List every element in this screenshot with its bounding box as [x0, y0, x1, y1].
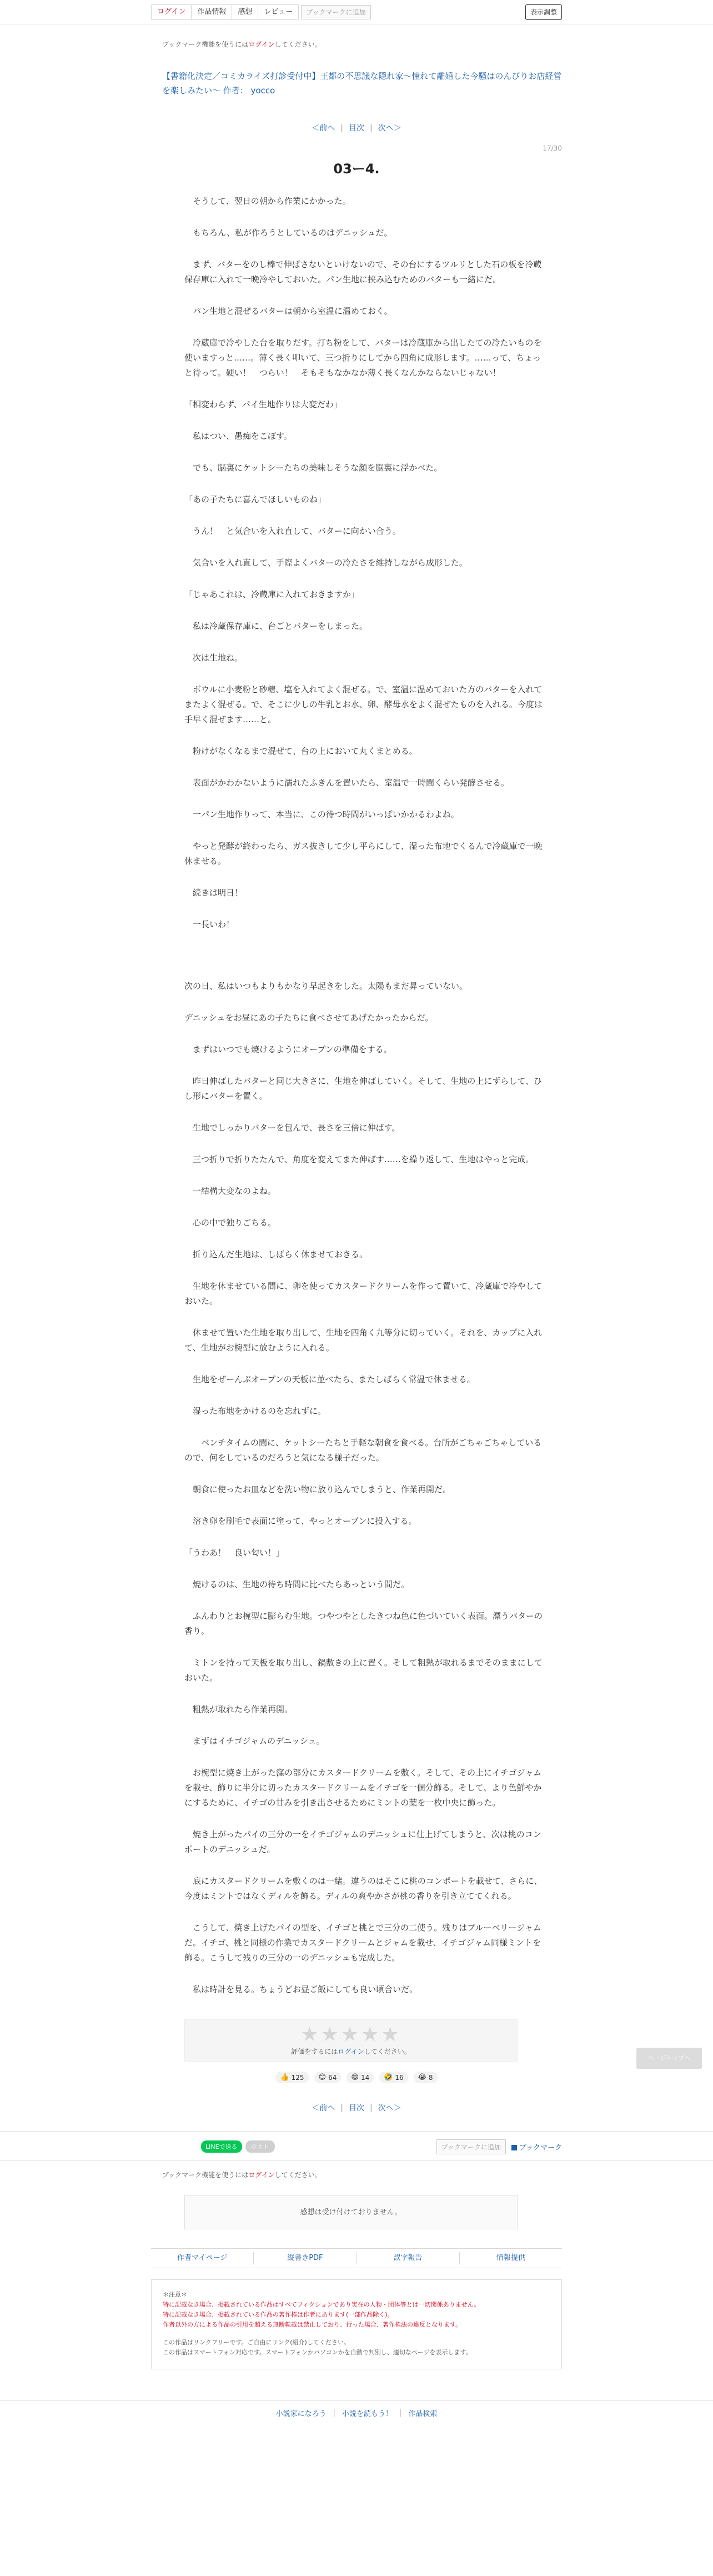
post-share-button[interactable]: ポスト [245, 2140, 275, 2153]
bookmark-login-link[interactable]: ログイン [248, 41, 275, 48]
rating-stars[interactable]: ★★★★★ [300, 2023, 401, 2046]
next-episode-link[interactable]: 次へ＞ [378, 124, 401, 133]
body-paragraph: こうして、焼き上げたパイの型を、イチゴと桃とで三分の二使う。残りはブルーベリージャムだ。イチゴ、桃と同様の作業でカスタードクリームとジャムを載せ、イチゴジャム同様ミントを飾る。こうして残りの三分の一のデニッシュも完成した。 [184, 1923, 541, 1963]
author-mypage-link[interactable]: 作者マイページ [151, 2252, 254, 2264]
work-info-link[interactable]: 作品情報 [192, 5, 232, 19]
reaction-emoji-icon: 😭 [418, 2073, 426, 2082]
reaction-emoji-icon: 👍 [280, 2073, 289, 2082]
reaction-count: 8 [428, 2073, 433, 2082]
impressions-link[interactable]: 感想 [232, 5, 258, 19]
reaction-count: 64 [328, 2073, 337, 2082]
episode-title: 03ー4. [333, 161, 380, 177]
body-paragraph: もちろん、私が作ろうとしているのはデニッシュだ。 [184, 228, 393, 238]
reaction-button[interactable] [314, 2072, 342, 2083]
body-paragraph: 続きは明日！ [184, 888, 243, 898]
body-paragraph: デニッシュをお昼にあの子たちに食べさせてあげたかったからだ。 [184, 1013, 434, 1023]
lower-content [151, 2161, 562, 2369]
body-paragraph: やっと発酵が終わったら、ガス抜きして少し平らにして、湿った布地でくるんで冷蔵庫で一晩休ませる。 [184, 841, 543, 866]
body-paragraph: 生地をぜーんぶオーブンの天板に並べたら、またしばらく常温で休ませる。 [184, 1374, 475, 1384]
body-paragraph: ボウルに小麦粉と砂糖、塩を入れてよく混ぜる。で、室温に温めておいた方のバターを入れてまたよく混ぜる。で、そこに少しの牛乳とお水、卵、酵母水をよく混ぜたものを入れる。今度は手早く混ぜます……と。 [184, 684, 543, 724]
body-paragraph: うん！ と気合いを入れ直して、バターに向かい合う。 [184, 526, 401, 536]
body-paragraph: 気合いを入れ直して、手際よくバターの冷たさを維持しながら成形した。 [184, 558, 468, 568]
body-paragraph: 三つ折りで折りたたんで、角度を変えてまた伸ばす……を繰り返して、生地はやっと完成。 [184, 1154, 534, 1164]
bookmark-login-notice-bottom: ブックマーク機能を使うにはログインしてください。 [162, 2171, 322, 2179]
body-paragraph: ミトンを持って天板を取り出し、鍋敷きの上に置く。そして粗熱が取れるまでそのままにしておいた。 [184, 1658, 543, 1683]
body-paragraph: お椀型に焼き上がった窪の部分にカスタードクリームを敷く。そして、その上にイチゴジャムを載せ、飾りに半分に切ったカスタードクリームをイチゴを一個分飾る。そして、より色鮮やかにするために、イチゴの甘みを引き出させるためにミントの葉を一枚中央に飾った。 [184, 1768, 542, 1808]
rating-box [184, 2019, 518, 2062]
body-paragraph: 表面がかわかないように濡れたふきんを置いたら、室温で一時間くらい発酵させる。 [184, 778, 510, 788]
body-paragraph: まずはイチゴジャムのデニッシュ。 [184, 1736, 325, 1746]
body-paragraph: 溶き卵を刷毛で表面に塗って、やっとオーブンに投入する。 [184, 1516, 417, 1526]
episode-pager-bottom: ＜前へ | 目次 | 次へ＞ [312, 2104, 401, 2113]
reaction-emoji-icon: 🤣 [384, 2073, 393, 2082]
info-provide-link[interactable]: 情報提供 [496, 2254, 525, 2262]
caution-note: この作品はリンクフリーです。ご自由にリンク(紹介)してください。 この作品はスマートフォン対応です。スマートフォンかパソコンかを自動で判別し、適切なページを表示します。 [163, 2339, 472, 2356]
episode-number: 17/30 [543, 144, 562, 152]
body-paragraph: そうして、翌日の朝から作業にかかった。 [184, 196, 351, 206]
toc-link[interactable]: 目次 [349, 124, 364, 133]
caution-line: 特に記載なき場合、掲載されている作品はすべてフィクションであり実在の人物・団体等とは一切関係ありません。 [163, 2301, 480, 2308]
prev-episode-link-bottom[interactable]: ＜前へ [312, 2104, 335, 2113]
body-paragraph: 生地でしっかりバターを包んで、長さを三倍に伸ばす。 [184, 1123, 400, 1133]
reaction-count: 14 [360, 2073, 370, 2082]
novel-title-link[interactable]: 【書籍化決定／コミカライズ打診受付中】王都の不思議な隠れ家〜憧れて離婚した今騒はのんびりお店経営を楽しみたい〜 [162, 71, 562, 96]
body-paragraph: 一長いわ！ [184, 919, 235, 929]
caution-heading: ＊注意＊ [163, 2291, 187, 2298]
body-paragraph: 底にカスタードクリームを敷くのは一緒。違うのはそこに桃のコンポートを載せて、さらに、今度はミントではなくディルを飾る。ディルの爽やかさが桃の香りを引き立ててくれる。 [184, 1876, 543, 1901]
body-paragraph: 「あの子たちに喜んでほしいものね」 [184, 494, 327, 504]
novel-title-block [162, 69, 562, 98]
site-footer: 小説家になろう | 小説を読もう！ | 作品検索 [0, 2400, 713, 2425]
body-paragraph: ふんわりとお椀型に膨らむ生地。つやつやとしたきつね色に色づいていく表面。漂うバターの香り。 [184, 1611, 543, 1636]
episode-pager-top: ＜前へ | 目次 | 次へ＞ [312, 124, 401, 133]
author-links [151, 2248, 562, 2268]
body-paragraph: 一結構大変なのよね。 [184, 1186, 277, 1196]
bookmark-login-notice: ブックマーク機能を使うにはログインしてください。 [162, 41, 322, 48]
body-paragraph: でも、脳裏にケットシーたちの美味しそうな顔を脳裏に浮かべた。 [184, 463, 443, 473]
body-paragraph: 冷蔵庫で冷やした台を取りだす。打ち粉をして、バターは冷蔵庫から出したての冷たいものを使いますっと……。薄く長く叩いて、三つ折りにしてから四角に成形します。……って、ちょっと待って。硬い！ つらい！ そもそもなかなか薄く長くなんかならないじゃない！ [184, 338, 542, 378]
body-paragraph: まずはいつでも焼けるようにオーブンの準備をする。 [184, 1044, 392, 1054]
body-paragraph: 「相変わらず、パイ生地作りは大変だわ」 [184, 399, 342, 409]
body-paragraph: パン生地と混ぜるバターは朝から室温に温めておく。 [184, 306, 393, 316]
body-paragraph: 一パン生地作りって、本当に、この待つ時間がいっぱいかかるわよね。 [184, 809, 459, 819]
novel-author-label: 作者： [223, 86, 248, 96]
body-paragraph: 私はつい、愚痴をこぼす。 [184, 431, 292, 441]
main-content [151, 24, 562, 2113]
body-paragraph: ベンチタイムの間に、ケットシーたちと手軽な朝食を食べる。台所がごちゃごちゃしているので、何をしているのだろうと気になる様子だった。 [184, 1438, 542, 1463]
rating-login-link[interactable]: ログイン [338, 2048, 364, 2055]
reaction-button[interactable] [414, 2072, 438, 2083]
body-paragraph: 私は冷蔵保存庫に、台ごとバターをしまった。 [184, 621, 368, 631]
reaction-emoji-icon: 😄 [351, 2073, 359, 2082]
bookmark-login-link-bottom[interactable]: ログイン [248, 2171, 275, 2179]
review-link[interactable]: レビュー [264, 8, 293, 16]
footer-yomou-link[interactable]: 小説を読もう！ [342, 2410, 393, 2418]
body-paragraph: まず、バターをのし棒で伸ばさないといけないので、その台にするツルリとした石の板を冷蔵保存庫に入れて一晩冷やしておいた。パン生地に挟み込むためのバターも一緒にだ。 [184, 259, 542, 284]
body-paragraph: 「うわあ！ 良い匂い！」 [184, 1548, 285, 1558]
typo-report-link[interactable]: 誤字報告 [357, 2252, 460, 2264]
bookmark-button[interactable]: ブックマーク [511, 2142, 562, 2152]
body-paragraph: 粉けがなくなるまで混ぜて、台の上において丸くまとめる。 [184, 746, 418, 756]
site-header [0, 0, 713, 24]
body-paragraph [184, 949, 545, 979]
footer-narou-link[interactable]: 小説家になろう [275, 2410, 327, 2418]
line-share-button[interactable]: LINEで送る [201, 2140, 242, 2153]
body-paragraph: 朝食に使ったお皿などを洗い物に放り込んでしまうと、作業再開だ。 [184, 1484, 451, 1494]
body-paragraph: 次は生地ね。 [184, 653, 243, 663]
page-top-button[interactable]: ページトップへ [636, 2048, 702, 2069]
rating-login-notice: 評価をするにはログインしてください。 [291, 2048, 411, 2055]
body-paragraph: 私は時計を見る。ちょうどお昼ご飯にしても良い頃合いだ。 [184, 1984, 418, 1994]
add-bookmark-button-disabled-bottom: ブックマークに追加 [436, 2139, 506, 2154]
reaction-button[interactable] [275, 2072, 308, 2083]
episode-body [151, 194, 562, 1997]
vertical-pdf-link[interactable]: 縦書きPDF [254, 2252, 356, 2264]
body-paragraph: 休ませて置いた生地を取り出して、生地を四角く九等分に切っていく。それを、カップに入れて、生地がお椀型に放むように入れる。 [184, 1328, 543, 1353]
body-paragraph: 焼けるのは、生地の待ち時間に比べたらあっという間だ。 [184, 1579, 409, 1589]
body-paragraph: 生地を休ませている間に、卵を使ってカスタードクリームを作って置いて、冷蔵庫で冷やしておいた。 [184, 1281, 543, 1306]
reaction-count: 16 [395, 2073, 404, 2082]
comments-closed-box: 感想は受け付けておりません。 [184, 2195, 518, 2229]
reaction-count: 125 [291, 2073, 304, 2082]
reaction-button[interactable] [379, 2072, 408, 2083]
prev-episode-link[interactable]: ＜前へ [312, 124, 335, 133]
body-paragraph: 粗熱が取れたら作業再開。 [184, 1704, 293, 1714]
caution-line: 特に記載なき場合、掲載されている作品の著作権は作者にあります(一部作品除く)。 [163, 2311, 394, 2318]
login-link[interactable]: ログイン [152, 5, 192, 19]
body-paragraph: 折り込んだ生地は、しばらく休ませておきる。 [184, 1249, 368, 1259]
display-settings-button[interactable]: 表示調整 [525, 4, 562, 20]
body-paragraph: 「じゃあこれは、冷蔵庫に入れておきますか」 [184, 589, 360, 599]
body-paragraph: 湿った布地をかけるのを忘れずに。 [184, 1406, 327, 1416]
novel-author-link[interactable]: yocco [250, 86, 275, 96]
caution-box [151, 2279, 562, 2369]
reaction-button[interactable] [347, 2072, 374, 2083]
body-paragraph: 次の日、私はいつもよりもかなり早起きをした。太陽もまだ昇っていない。 [184, 981, 468, 991]
add-bookmark-button-disabled: ブックマークに追加 [301, 5, 370, 19]
next-episode-link-bottom[interactable]: 次へ＞ [378, 2104, 401, 2113]
body-paragraph: 焼き上がったパイの三分の一をイチゴジャムのデニッシュに仕上げてしまうと、次は桃のコンポートのデニッシュだ。 [184, 1829, 541, 1854]
caution-line: 作者以外の方による作品の引用を超える無断転載は禁止しており、行った場合、著作権法の違反となります。 [163, 2321, 462, 2328]
share-bookmark-bar [0, 2131, 713, 2161]
reaction-buttons [151, 2072, 562, 2083]
footer-search-link[interactable]: 作品検索 [408, 2410, 438, 2418]
bookmark-icon [511, 2145, 517, 2150]
reaction-emoji-icon: 😊 [318, 2073, 327, 2082]
toc-link-bottom[interactable]: 目次 [349, 2104, 364, 2113]
header-nav [151, 4, 299, 20]
body-paragraph: 昨日伸ばしたバターと同じ大きさに、生地を伸ばしていく。そして、生地の上にずらして、ひし形にバターを置く。 [184, 1076, 543, 1101]
body-paragraph: 心の中で独りごちる。 [184, 1218, 277, 1228]
